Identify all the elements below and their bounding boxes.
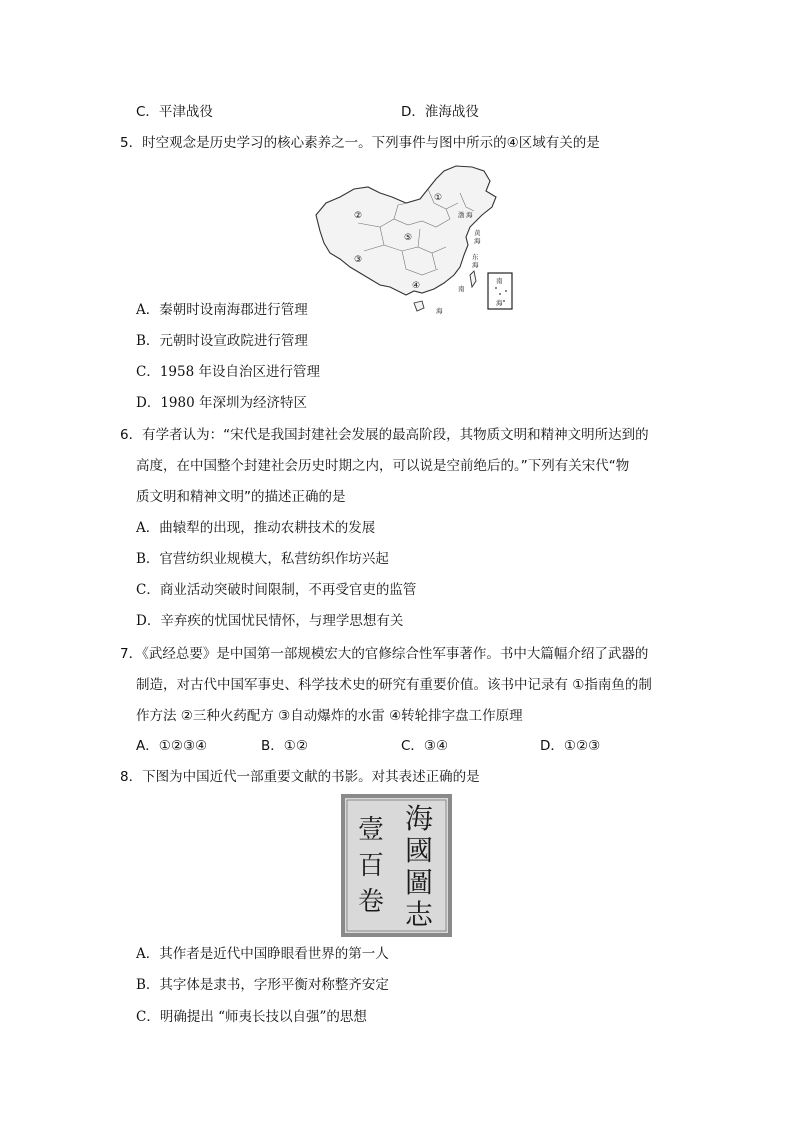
cover-title-char: 圖 — [404, 866, 434, 899]
sea-label: 南 — [496, 277, 503, 285]
map-marker-5: ⑤ — [404, 233, 413, 243]
q4-option-d: D．淮海战役 — [401, 104, 479, 120]
cover-title-char: 志 — [404, 898, 434, 931]
q7-stem-line-1: 7．《武经总要》是中国第一部规模宏大的官修综合性军事著作。书中大篇幅介绍了武器的 — [120, 646, 649, 662]
q6-stem-line-1: 6．有学者认为：“宋代是我国封建社会发展的最高阶段，其物质文明和精神文明所达到的 — [120, 427, 649, 443]
q7-option-c: C．③④ — [401, 738, 449, 754]
q8-option-c: C．明确提出 “师夷长技以自强”的思想 — [136, 1009, 367, 1025]
taiwan-island — [470, 271, 476, 287]
china-map-figure — [310, 163, 516, 325]
q7-stem-line-2: 制造，对古代中国军事史、科学技术史的研究有重要价值。该书中记录有 ①指南鱼的制 — [136, 677, 652, 693]
map-marker-2: ② — [354, 211, 363, 221]
q6-option-c: C．商业活动突破时间限制，不再受官吏的监管 — [136, 582, 417, 598]
q5-option-d: D．1980 年深圳为经济特区 — [136, 395, 307, 411]
sea-label: 海 — [472, 261, 479, 269]
q8-stem: 8．下图为中国近代一部重要文献的书影。对其表述正确的是 — [120, 769, 480, 785]
sea-label: 黄 — [474, 229, 481, 237]
q6-option-a: A．曲辕犁的出现，推动农耕技术的发展 — [136, 520, 376, 536]
cover-volume-char: 百 — [357, 851, 385, 881]
q5-option-b: B．元朝时设宣政院进行管理 — [136, 333, 308, 349]
map-marker-3: ③ — [354, 255, 363, 265]
q5-option-a: A．秦朝时设南海郡进行管理 — [136, 302, 308, 318]
map-marker-4: ④ — [412, 281, 421, 291]
cover-volume-char: 卷 — [357, 887, 385, 917]
q8-option-a: A．其作者是近代中国睁眼看世界的第一人 — [136, 946, 389, 962]
cover-volume-char: 壹 — [357, 815, 385, 845]
book-cover-image — [341, 794, 452, 937]
sea-label: 海 — [436, 307, 443, 315]
sea-label: 渤 — [458, 211, 465, 219]
q7-option-d: D．①②③ — [540, 738, 601, 754]
sea-label: 南 — [458, 285, 465, 293]
q7-option-a: A．①②③④ — [136, 738, 208, 754]
sea-label: 海 — [474, 237, 481, 245]
q6-stem-line-2: 高度，在中国整个封建社会历史时期之内，可以说是空前绝后的。”下列有关宋代“物 — [136, 458, 630, 474]
china-mainland-outline — [316, 166, 496, 295]
q5-option-c: C．1958 年设自治区进行管理 — [136, 364, 320, 380]
sea-label: 东 — [472, 253, 479, 261]
q7-stem-line-3: 作方法 ②三种火药配方 ③自动爆炸的水雷 ④转轮排字盘工作原理 — [136, 708, 523, 724]
q6-option-b: B．官营纺织业规模大，私营纺织作坊兴起 — [136, 551, 389, 567]
q4-option-c: C．平津战役 — [136, 104, 213, 120]
cover-title-char: 國 — [404, 834, 434, 867]
sea-label: 海 — [496, 299, 503, 307]
q7-option-b: B．①② — [261, 738, 308, 754]
q6-stem-line-3: 质文明和精神文明”的描述正确的是 — [136, 489, 346, 505]
q5-stem: 5．时空观念是历史学习的核心素养之一。下列事件与图中所示的④区域有关的是 — [120, 135, 600, 151]
sea-label: 海 — [466, 211, 473, 219]
q8-option-b: B．其字体是隶书，字形平衡对称整齐安定 — [136, 977, 389, 993]
q6-option-d: D．辛弃疾的忧国忧民情怀，与理学思想有关 — [136, 613, 404, 629]
cover-title-char: 海 — [404, 802, 434, 835]
map-marker-1: ① — [434, 193, 443, 203]
hainan-island — [414, 301, 424, 311]
